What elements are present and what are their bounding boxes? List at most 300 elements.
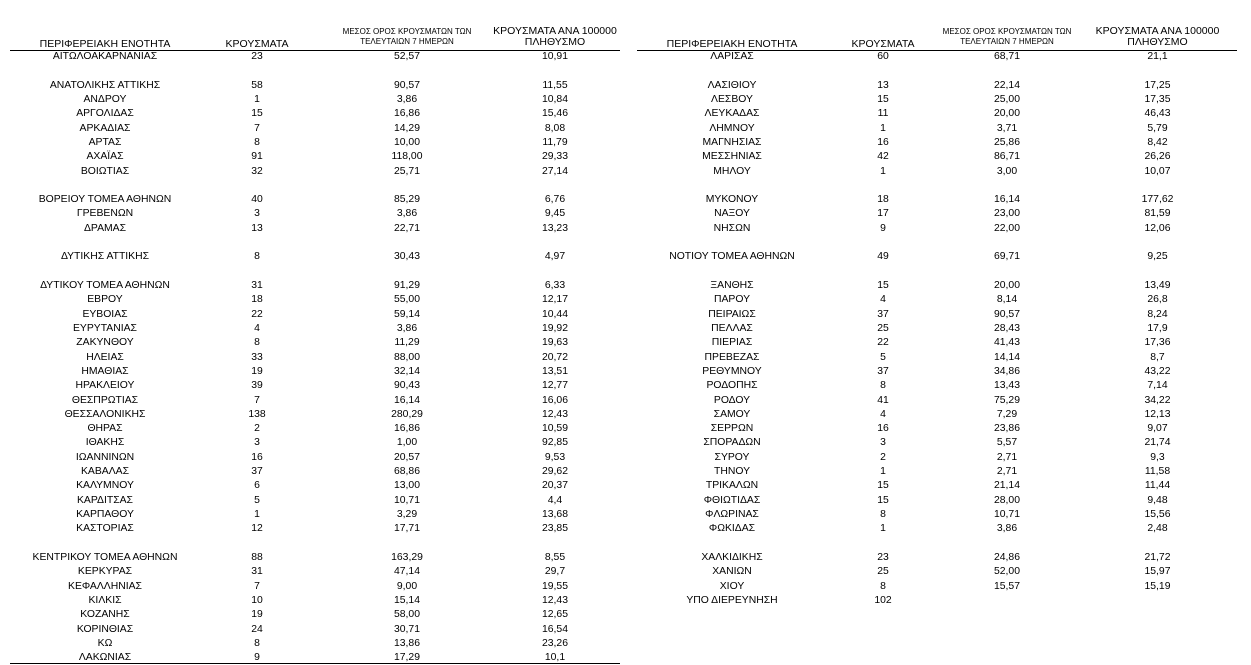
region-cell: ΡΟΔΟΥ [713, 394, 751, 406]
table-row [0, 422, 625, 436]
table-row [0, 193, 625, 207]
header-cases: ΚΡΟΥΣΜΑΤΑ [225, 38, 289, 50]
cases-cell: 17 [877, 208, 889, 220]
per100k-cell: 10,1 [544, 652, 566, 664]
avg7-cell: 24,86 [993, 551, 1020, 563]
table-row [625, 551, 1250, 565]
region-cell: ΑΧΑΪΑΣ [86, 151, 124, 163]
cases-cell: 23 [251, 51, 263, 62]
table-row [625, 365, 1250, 379]
cases-cell: 2 [254, 423, 260, 435]
per100k-cell: 16,54 [541, 623, 568, 635]
per100k-cell: 13,49 [1144, 280, 1171, 291]
region-cell: ΦΛΩΡΙΝΑΣ [705, 509, 759, 520]
region-cell: ΖΑΚΥΝΘΟΥ [76, 337, 134, 349]
per100k-cell: 10,59 [541, 423, 568, 435]
avg7-cell: 10,71 [993, 509, 1020, 520]
region-cell: ΠΕΛΛΑΣ [711, 322, 753, 334]
table-row [625, 50, 1250, 64]
table-row [0, 608, 625, 622]
avg7-cell: 20,00 [993, 108, 1020, 120]
table-row [625, 379, 1250, 393]
region-cell: ΚΩ [97, 637, 113, 649]
per100k-cell: 23,85 [541, 523, 568, 535]
per100k-cell: 11,79 [542, 136, 568, 148]
table-row [625, 150, 1250, 164]
cases-cell: 8 [880, 580, 886, 592]
per100k-cell: 92,85 [541, 437, 568, 449]
cases-cell: 19 [251, 609, 263, 621]
avg7-cell: 20,57 [393, 451, 420, 463]
table-row [0, 394, 625, 408]
per100k-cell: 4,97 [544, 251, 566, 263]
avg7-cell: 16,14 [393, 394, 420, 406]
cases-cell: 18 [251, 294, 263, 306]
table-row [625, 436, 1250, 450]
region-cell: ΠΡΕΒΕΖΑΣ [704, 351, 760, 363]
per100k-cell: 177,62 [1141, 194, 1174, 206]
per100k-cell: 2,48 [1147, 523, 1168, 535]
per100k-cell: 9,53 [544, 451, 566, 463]
avg7-cell: 75,29 [993, 394, 1020, 406]
per100k-cell: 11,55 [542, 79, 568, 91]
avg7-cell: 30,71 [393, 623, 420, 635]
cases-cell: 9 [880, 222, 886, 234]
avg7-cell: 3,86 [396, 322, 418, 334]
region-cell: ΦΩΚΙΔΑΣ [708, 523, 756, 535]
region-cell: ΡΟΔΟΠΗΣ [706, 380, 758, 392]
per100k-cell: 4,4 [547, 494, 563, 506]
region-cell: ΣΕΡΡΩΝ [710, 423, 754, 435]
avg7-cell: 3,86 [396, 208, 418, 220]
per100k-cell: 29,33 [541, 151, 568, 163]
avg7-cell: 13,00 [393, 480, 420, 492]
cases-cell: 3 [880, 437, 886, 449]
avg7-cell: 52,57 [393, 51, 420, 62]
cases-cell: 22 [877, 337, 889, 349]
cases-cell: 37 [251, 466, 263, 478]
avg7-cell: 47,14 [393, 566, 420, 578]
cases-cell: 1 [254, 509, 260, 520]
avg7-cell: 58,00 [393, 609, 420, 621]
avg7-cell: 68,71 [993, 51, 1020, 62]
table-row [0, 165, 625, 179]
cases-cell: 4 [254, 322, 260, 334]
cases-cell: 15 [877, 494, 889, 506]
avg7-cell: 17,29 [393, 652, 420, 664]
cases-cell: 88 [251, 551, 263, 563]
per100k-cell: 13,23 [541, 222, 568, 234]
avg7-cell: 22,14 [993, 79, 1020, 91]
avg7-cell: 23,86 [993, 423, 1020, 435]
per100k-cell: 29,62 [541, 466, 568, 478]
table-row [625, 279, 1250, 293]
avg7-cell: 14,14 [993, 351, 1020, 363]
per100k-cell: 12,77 [541, 380, 568, 392]
per100k-cell: 7,14 [1147, 380, 1168, 392]
table-row [0, 522, 625, 536]
per100k-cell: 8,24 [1147, 308, 1168, 320]
avg7-cell: 25,86 [993, 136, 1020, 148]
table-row [625, 222, 1250, 236]
avg7-cell: 25,71 [393, 165, 420, 177]
header-avg7 [322, 27, 492, 47]
table-row [625, 207, 1250, 221]
per100k-cell: 12,06 [1144, 222, 1171, 234]
per100k-cell: 27,14 [541, 165, 568, 177]
cases-cell: 10 [251, 594, 263, 606]
table-row [0, 322, 625, 336]
region-cell: ΚΕΡΚΥΡΑΣ [77, 566, 133, 578]
region-cell: ΕΥΡΥΤΑΝΙΑΣ [73, 322, 137, 334]
avg7-cell: 22,00 [993, 222, 1020, 234]
header-per100k [480, 26, 630, 48]
avg7-cell: 10,00 [393, 136, 420, 148]
avg7-cell: 7,29 [996, 408, 1018, 420]
cases-cell: 16 [877, 423, 889, 435]
per100k-cell: 11,44 [1144, 480, 1171, 492]
per100k-cell: 13,68 [541, 509, 568, 520]
per100k-cell: 23,26 [541, 637, 568, 649]
region-cell: ΗΡΑΚΛΕΙΟΥ [75, 380, 135, 392]
region-cell: ΥΠΟ ΔΙΕΡΕΥΝΗΣΗ [686, 594, 778, 606]
region-cell: ΒΟΙΩΤΙΑΣ [80, 165, 130, 177]
per100k-cell: 34,22 [1144, 394, 1171, 406]
right-rows [625, 50, 1250, 608]
region-cell: ΚΑΒΑΛΑΣ [80, 466, 130, 478]
cases-cell: 40 [251, 194, 263, 206]
per100k-cell: 6,76 [544, 194, 566, 206]
avg7-cell: 28,00 [993, 494, 1020, 506]
avg7-cell: 32,14 [393, 365, 420, 377]
table-row [625, 394, 1250, 408]
cases-cell: 32 [251, 165, 263, 177]
region-cell: ΑΡΓΟΛΙΔΑΣ [76, 108, 134, 120]
avg7-cell: 15,57 [993, 580, 1020, 592]
region-cell: ΕΥΒΟΙΑΣ [82, 308, 128, 320]
header-avg7-line1: ΜΕΣΟΣ ΟΡΟΣ ΚΡΟΥΣΜΑΤΩΝ ΤΩΝ [342, 27, 472, 36]
region-cell: ΚΑΣΤΟΡΙΑΣ [76, 523, 134, 535]
region-cell: ΗΜΑΘΙΑΣ [81, 365, 129, 377]
per100k-cell: 43,22 [1144, 365, 1171, 377]
cases-cell: 15 [877, 93, 889, 105]
avg7-cell: 69,71 [993, 251, 1020, 263]
table-row [0, 580, 625, 594]
cases-cell: 1 [254, 93, 260, 105]
spacer-row [0, 179, 625, 193]
avg7-cell: 3,29 [396, 509, 418, 520]
region-cell: ΚΟΖΑΝΗΣ [80, 609, 130, 621]
avg7-cell: 16,86 [393, 108, 420, 120]
region-cell: ΛΗΜΝΟΥ [709, 122, 755, 134]
cases-cell: 4 [880, 294, 886, 306]
region-cell: ΚΑΛΥΜΝΟΥ [76, 480, 134, 492]
region-cell: ΝΑΞΟΥ [714, 208, 750, 220]
region-cell: ΒΟΡΕΙΟΥ ΤΟΜΕΑ ΑΘΗΝΩΝ [38, 194, 172, 206]
table-row [0, 107, 625, 121]
per100k-cell: 15,19 [1144, 580, 1171, 592]
per100k-cell: 9,3 [1150, 451, 1165, 463]
per100k-cell: 10,84 [541, 93, 568, 105]
cases-cell: 12 [251, 523, 263, 535]
cases-cell: 8 [254, 136, 260, 148]
cases-cell: 138 [248, 408, 266, 420]
table-row [625, 122, 1250, 136]
region-cell: ΛΑΣΙΘΙΟΥ [707, 79, 757, 91]
avg7-cell: 10,71 [393, 494, 420, 506]
header-avg7-line2: ΤΕΛΕΥΤΑΙΩΝ 7 ΗΜΕΡΩΝ [360, 37, 454, 46]
region-cell: ΗΛΕΙΑΣ [86, 351, 124, 363]
avg7-cell: 28,43 [993, 322, 1020, 334]
table-row [625, 479, 1250, 493]
cases-cell: 5 [254, 494, 260, 506]
table-row [625, 522, 1250, 536]
per100k-cell: 15,97 [1144, 566, 1171, 578]
avg7-cell: 21,14 [993, 480, 1020, 492]
avg7-cell: 3,86 [996, 523, 1018, 535]
region-cell: ΜΥΚΟΝΟΥ [705, 194, 759, 206]
right-table [625, 0, 1250, 665]
avg7-cell: 30,43 [393, 251, 420, 263]
per100k-cell: 81,59 [1144, 208, 1171, 220]
per100k-cell: 15,46 [541, 108, 568, 120]
avg7-cell: 90,57 [993, 308, 1020, 320]
cases-cell: 39 [251, 380, 263, 392]
table-row [0, 451, 625, 465]
table-row [0, 465, 625, 479]
region-cell: ΛΕΥΚΑΔΑΣ [704, 108, 760, 120]
region-cell: ΝΟΤΙΟΥ ΤΟΜΕΑ ΑΘΗΝΩΝ [669, 251, 795, 263]
per100k-cell: 8,7 [1150, 351, 1165, 363]
region-cell: ΑΙΤΩΛΟΑΚΑΡΝΑΝΙΑΣ [52, 51, 158, 62]
avg7-cell: 90,43 [393, 380, 420, 392]
table-row [0, 365, 625, 379]
per100k-cell: 17,25 [1144, 79, 1171, 91]
header-region: ΠΕΡΙΦΕΡΕΙΑΚΗ ΕΝΟΤΗΤΑ [39, 38, 171, 50]
table-row [0, 122, 625, 136]
cases-cell: 8 [880, 380, 886, 392]
per100k-cell: 29,7 [544, 566, 566, 578]
region-cell: ΛΑΡΙΣΑΣ [710, 51, 754, 62]
region-cell: ΛΕΣΒΟΥ [711, 93, 753, 105]
cases-cell: 8 [254, 637, 260, 649]
per100k-cell: 19,55 [541, 580, 568, 592]
per100k-cell: 9,07 [1147, 423, 1168, 435]
avg7-cell: 3,71 [996, 122, 1018, 134]
region-cell: ΔΡΑΜΑΣ [83, 222, 127, 234]
region-cell: ΣΥΡΟΥ [714, 451, 750, 463]
per100k-cell: 9,48 [1147, 494, 1168, 506]
avg7-cell: 68,86 [393, 466, 420, 478]
region-cell: ΝΗΣΩΝ [713, 222, 751, 234]
avg7-cell: 11,29 [394, 337, 420, 349]
cases-cell: 6 [254, 480, 260, 492]
region-cell: ΘΗΡΑΣ [87, 423, 123, 435]
cases-cell: 13 [251, 222, 263, 234]
header-per100k [1080, 26, 1235, 48]
avg7-cell: 25,00 [993, 93, 1020, 105]
bottom-rule [10, 663, 620, 664]
table-row [0, 308, 625, 322]
per100k-cell: 8,08 [544, 122, 566, 134]
spacer-row [625, 236, 1250, 250]
header-per100k-line1: ΚΡΟΥΣΜΑΤΑ ΑΝΑ 100000 [1095, 25, 1220, 37]
table-row [0, 207, 625, 221]
region-cell: ΡΕΘΥΜΝΟΥ [702, 365, 762, 377]
table-row [0, 222, 625, 236]
cases-cell: 31 [251, 566, 263, 578]
avg7-cell: 8,14 [996, 294, 1018, 306]
per100k-cell: 21,74 [1144, 437, 1171, 449]
avg7-cell: 88,00 [393, 351, 420, 363]
cases-cell: 42 [877, 151, 889, 163]
region-cell: ΚΕΝΤΡΙΚΟΥ ΤΟΜΕΑ ΑΘΗΝΩΝ [32, 551, 178, 563]
cases-cell: 37 [877, 365, 889, 377]
table-row [625, 580, 1250, 594]
cases-cell: 16 [877, 136, 889, 148]
per100k-cell: 21,72 [1144, 551, 1171, 563]
spacer-row [0, 64, 625, 78]
avg7-cell: 118,00 [391, 151, 423, 163]
table-row [625, 336, 1250, 350]
region-cell: ΣΠΟΡΑΔΩΝ [703, 437, 761, 449]
spacer-row [0, 236, 625, 250]
cases-cell: 19 [251, 365, 263, 377]
table-row [625, 308, 1250, 322]
avg7-cell: 91,29 [393, 280, 420, 291]
cases-cell: 3 [254, 208, 260, 220]
per100k-cell: 10,07 [1144, 165, 1171, 177]
avg7-cell: 13,43 [993, 380, 1020, 392]
avg7-cell: 90,57 [393, 79, 420, 91]
spacer-row [0, 537, 625, 551]
per100k-cell: 17,9 [1147, 322, 1168, 334]
per100k-cell: 17,35 [1144, 93, 1171, 105]
avg7-cell: 52,00 [993, 566, 1020, 578]
header-avg7 [922, 27, 1092, 47]
avg7-cell: 17,71 [393, 523, 420, 535]
avg7-cell: 22,71 [393, 222, 420, 234]
table-row [625, 565, 1250, 579]
region-cell: ΚΙΛΚΙΣ [88, 594, 122, 606]
region-cell: ΚΑΡΔΙΤΣΑΣ [77, 494, 133, 506]
cases-cell: 1 [880, 122, 886, 134]
avg7-cell: 280,29 [391, 408, 423, 420]
per100k-cell: 12,17 [541, 294, 568, 306]
table-row [0, 379, 625, 393]
spacer-row [625, 265, 1250, 279]
cases-cell: 41 [877, 394, 889, 406]
region-cell: ΕΒΡΟΥ [87, 294, 123, 306]
table-row [625, 508, 1250, 522]
per100k-cell: 17,36 [1144, 337, 1171, 349]
per100k-cell: 8,42 [1147, 136, 1168, 148]
table-row [625, 293, 1250, 307]
avg7-cell: 14,29 [393, 122, 420, 134]
table-row [625, 422, 1250, 436]
cases-cell: 25 [877, 322, 889, 334]
cases-cell: 13 [877, 79, 889, 91]
per100k-cell: 9,25 [1147, 251, 1168, 263]
table-row [625, 165, 1250, 179]
cases-cell: 16 [251, 451, 263, 463]
avg7-cell: 85,29 [393, 194, 420, 206]
table-row [0, 594, 625, 608]
region-cell: ΤΡΙΚΑΛΩΝ [705, 480, 759, 492]
cases-cell: 18 [877, 194, 889, 206]
avg7-cell: 13,86 [393, 637, 420, 649]
table-row [0, 93, 625, 107]
region-cell: ΚΑΡΠΑΘΟΥ [76, 509, 134, 520]
cases-cell: 8 [880, 509, 886, 520]
avg7-cell: 2,71 [996, 451, 1018, 463]
per100k-cell: 12,43 [541, 594, 568, 606]
table-row [0, 637, 625, 651]
region-cell: ΜΑΓΝΗΣΙΑΣ [702, 136, 762, 148]
cases-cell: 25 [877, 566, 889, 578]
cases-cell: 15 [877, 480, 889, 492]
region-cell: ΔΥΤΙΚΟΥ ΤΟΜΕΑ ΑΘΗΝΩΝ [40, 280, 170, 291]
cases-cell: 24 [251, 623, 263, 635]
spacer-row [625, 537, 1250, 551]
table-row [625, 322, 1250, 336]
region-cell: ΘΕΣΣΑΛΟΝΙΚΗΣ [64, 408, 146, 420]
region-cell: ΘΕΣΠΡΩΤΙΑΣ [71, 394, 139, 406]
table-row [0, 150, 625, 164]
cases-cell: 22 [251, 308, 263, 320]
cases-cell: 8 [254, 251, 260, 263]
region-cell: ΜΕΣΣΗΝΙΑΣ [702, 151, 762, 163]
region-cell: ΑΝΑΤΟΛΙΚΗΣ ΑΤΤΙΚΗΣ [49, 79, 161, 91]
region-cell: ΑΡΤΑΣ [88, 136, 122, 148]
per100k-cell: 12,43 [541, 408, 568, 420]
avg7-cell: 15,14 [393, 594, 420, 606]
per100k-cell: 12,65 [541, 609, 568, 621]
region-cell: ΧΑΝΙΩΝ [712, 566, 752, 578]
per100k-cell: 5,79 [1147, 122, 1168, 134]
region-cell: ΣΑΜΟΥ [713, 408, 751, 420]
avg7-cell: 23,00 [993, 208, 1020, 220]
region-cell: ΦΘΙΩΤΙΔΑΣ [703, 494, 761, 506]
table-row [0, 351, 625, 365]
region-cell: ΙΩΑΝΝΙΝΩΝ [75, 451, 135, 463]
header-per100k-line2: ΠΛΗΘΥΣΜΟ [1127, 36, 1188, 48]
cases-cell: 2 [880, 451, 886, 463]
per100k-cell: 6,33 [544, 280, 566, 291]
table-row [625, 494, 1250, 508]
avg7-cell: 163,29 [391, 551, 423, 563]
table-row [625, 594, 1250, 608]
per100k-cell: 8,55 [544, 551, 566, 563]
avg7-cell: 5,57 [996, 437, 1018, 449]
cases-cell: 7 [254, 394, 260, 406]
spacer-row [0, 265, 625, 279]
per100k-cell: 13,51 [541, 365, 568, 377]
header-cases: ΚΡΟΥΣΜΑΤΑ [851, 38, 915, 50]
avg7-cell: 16,14 [993, 194, 1020, 206]
cases-cell: 15 [251, 108, 263, 120]
table-row [625, 408, 1250, 422]
avg7-cell: 1,00 [396, 437, 418, 449]
spacer-row [625, 64, 1250, 78]
cases-cell: 37 [877, 308, 889, 320]
table-row [0, 136, 625, 150]
per100k-cell: 21,1 [1147, 51, 1168, 62]
region-cell: ΚΟΡΙΝΘΙΑΣ [76, 623, 134, 635]
per100k-cell: 19,63 [541, 337, 568, 349]
table-row [625, 79, 1250, 93]
region-cell: ΑΡΚΑΔΙΑΣ [79, 122, 131, 134]
